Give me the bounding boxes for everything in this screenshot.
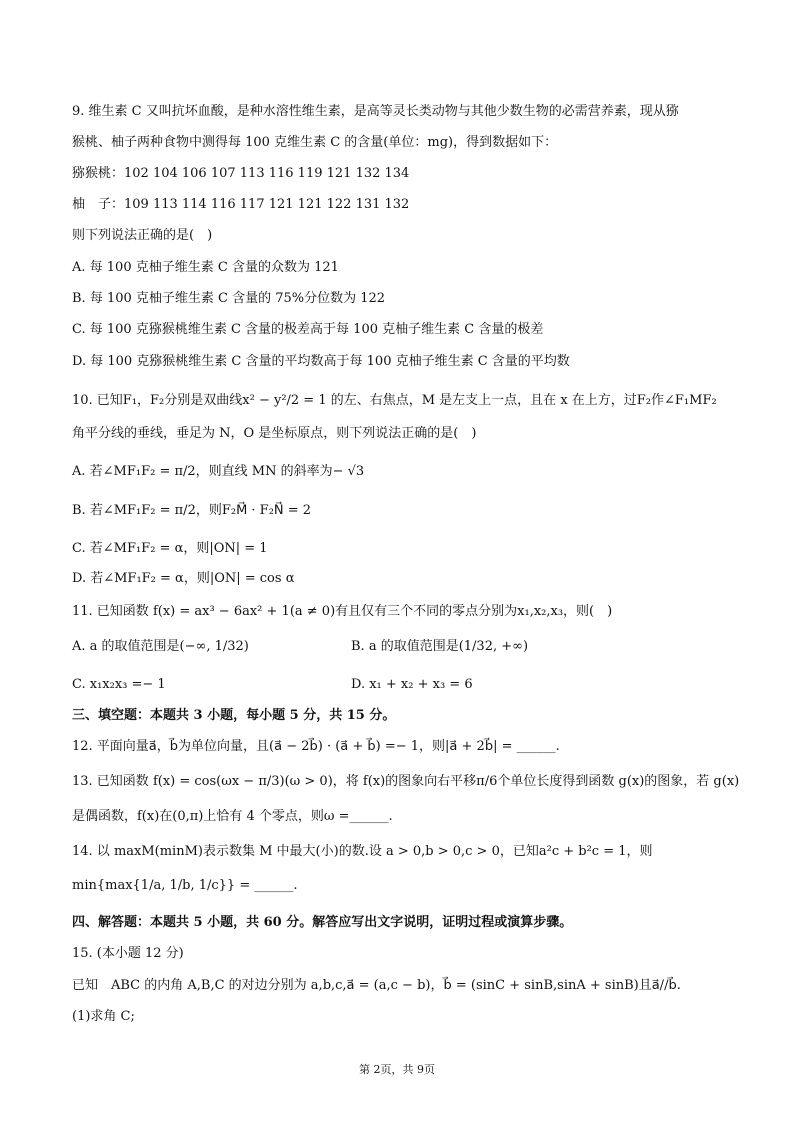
question-11-option-c: C. x₁x₂x₃ =− 1 [72,677,166,692]
question-10-option-d: D. 若∠MF₁F₂ = α，则|ON| = cos α [72,571,295,586]
question-13-line-1: 13. 已知函数 f(x) = cos(ωx − π/3)(ω > 0)，将 f(x)的图象向右平移π/6个单位长度得到函数 g(x)的图象，若 g(x) [72,774,740,789]
question-9-option-b: B. 每 100 克柚子维生素 C 含量的 75%分位数为 122 [72,291,386,306]
question-14-line-2: min{max{1/a, 1/b, 1/c}} = ______. [72,878,298,893]
question-13-line-2: 是偶函数，f(x)在(0,π)上恰有 4 个零点，则ω =______. [72,809,393,824]
question-14-line-1: 14. 以 maxM(minM)表示数集 M 中最大(小)的数.设 a > 0,b > 0,c > 0，已知a²c + b²c = 1，则 [72,844,653,859]
section-4-heading: 四、解答题：本题共 5 小题，共 60 分。解答应写出文字说明，证明过程或演算步骤。 [72,915,573,930]
question-12: 12. 平面向量a⃗，b⃗为单位向量，且(a⃗ − 2b⃗) · (a⃗ + b⃗) =− 1，则|a⃗ + 2b⃗| = ______. [72,739,560,754]
page-footer: 第 2页，共 9页 [359,1063,435,1076]
question-10-option-a: A. 若∠MF₁F₂ = π/2，则直线 MN 的斜率为− √3 [72,464,365,479]
question-10-option-c: C. 若∠MF₁F₂ = α，则|ON| = 1 [72,541,268,556]
question-10-line-2: 角平分线的垂线，垂足为 N，O 是坐标原点，则下列说法正确的是( ) [72,426,477,441]
question-11-option-a: A. a 的取值范围是(−∞, 1/32) [72,639,249,654]
question-9-line-1: 9. 维生素 C 又叫抗坏血酸，是种水溶性维生素，是高等灵长类动物与其他少数生物的必需营养素，现从猕 [72,104,679,119]
question-15-part-1: (1)求角 C; [72,1009,135,1024]
question-10-option-b: B. 若∠MF₁F₂ = π/2，则F₂M⃗ · F₂N⃗ = 2 [72,503,312,518]
question-9-option-c: C. 每 100 克猕猴桃维生素 C 含量的极差高于每 100 克柚子维生素 C 含量的极差 [72,322,544,337]
pomelo-data-row: 柚 子：109 113 114 116 117 121 121 122 131 132 [72,197,410,212]
section-3-heading: 三、填空题：本题共 3 小题，每小题 5 分，共 15 分。 [72,708,396,723]
question-11-option-b: B. a 的取值范围是(1/32, +∞) [351,639,529,654]
question-9-line-2: 猴桃、柚子两种食物中测得每 100 克维生素 C 的含量(单位：mg)，得到数据如下： [72,135,558,150]
kiwi-data-row: 猕猴桃：102 104 106 107 113 116 119 121 132 134 [72,166,410,181]
question-15-statement: 已知 ABC 的内角 A,B,C 的对边分别为 a,b,c,a⃗ = (a,c − b)，b⃗ = (sinC + sinB,sinA + sinB)且a⃗//b⃗. [72,978,681,993]
question-9-option-a: A. 每 100 克柚子维生素 C 含量的众数为 121 [72,260,339,275]
question-15-header: 15. (本小题 12 分) [72,946,184,961]
question-9-prompt: 则下列说法正确的是( ) [72,228,213,243]
question-11-line-1: 11. 已知函数 f(x) = ax³ − 6ax² + 1(a ≠ 0)有且仅有三个不同的零点分别为x₁,x₂,x₃，则( ) [72,604,613,619]
question-10-line-1: 10. 已知F₁，F₂分别是双曲线x² − y²/2 = 1 的左、右焦点，M 是左支上一点，且在 x 在上方，过F₂作∠F₁MF₂ [72,393,717,408]
question-11-option-d: D. x₁ + x₂ + x₃ = 6 [351,677,473,692]
question-9-option-d: D. 每 100 克猕猴桃维生素 C 含量的平均数高于每 100 克柚子维生素 C 含量的平均数 [72,354,570,369]
